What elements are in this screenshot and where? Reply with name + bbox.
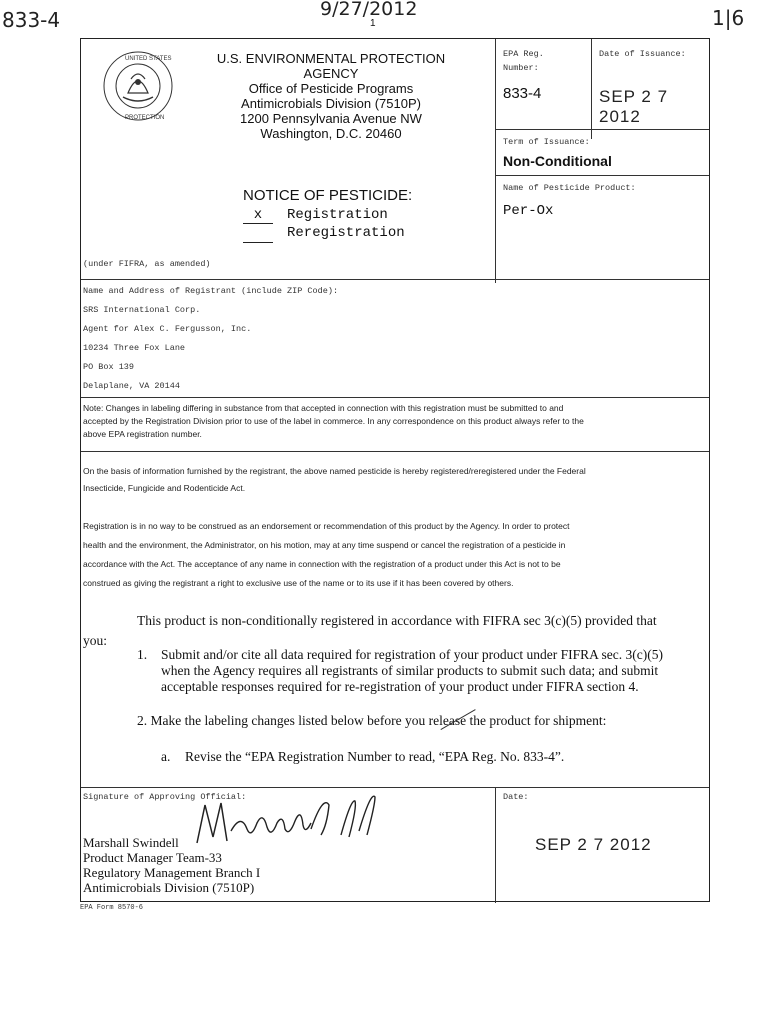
agency-line-6: Washington, D.C. 20460 [260, 126, 402, 141]
conditions-intro-cont: you: [83, 633, 108, 648]
registrant-line-4: PO Box 139 [83, 362, 135, 372]
term-divider [495, 129, 709, 130]
handwritten-reg-number: 833-4 [2, 8, 61, 32]
signature-top-rule [81, 787, 709, 788]
item-1-number: 1. [137, 647, 148, 662]
signature-date-label: Date: [503, 792, 529, 802]
basis-line-2: Insecticide, Fungicide and Rodenticide Act. [83, 483, 246, 493]
official-title-3: Antimicrobials Division (7510P) [83, 880, 255, 895]
signature-date-value: SEP 2 7 2012 [535, 835, 652, 854]
pesticide-notice-form [80, 38, 710, 902]
basis-paragraph [83, 463, 707, 497]
official-title-2: Regulatory Management Branch I [83, 865, 261, 880]
handwritten-page-fraction: 1|6 [712, 6, 745, 30]
basis-line-1: On the basis of information furnished by the registrant, the above named pesticide is hereby registered/reregistered under the Federal [83, 466, 586, 476]
product-divider [495, 175, 709, 176]
registrant-top-rule [81, 279, 709, 280]
conditions-intro: This product is non-conditionally registered in accordance with FIFRA sec 3(c)(5) provided that [137, 613, 657, 628]
note-block [83, 402, 707, 441]
epa-reg-value: 833-4 [503, 85, 542, 102]
endorse-line-3: accordance with the Act. The acceptance of any name in connection with the registration of a product under this Act is not to be [83, 559, 561, 569]
reg-date-divider [591, 39, 592, 139]
item-1-line-2: when the Agency requires all registrants of similar products to submit such data; and submit [161, 663, 659, 678]
item-2a-text: Revise the “EPA Registration Number to read, “EPA Reg. No. 833-4”. [185, 749, 565, 764]
handwritten-date: 9/27/2012 [320, 0, 418, 20]
epa-seal [101, 49, 175, 123]
signature-date-divider [495, 787, 496, 903]
note-top-rule [81, 397, 709, 398]
endorse-line-1: Registration is in no way to be construed as an endorsement or recommendation of this product by the Agency. In order to protect [83, 521, 570, 531]
official-title-1: Product Manager Team-33 [83, 850, 222, 865]
registrant-address [83, 301, 251, 396]
agency-header [191, 51, 471, 141]
registrant-line-3: 10234 Three Fox Lane [83, 343, 186, 353]
registrant-line-2: Agent for Alex C. Fergusson, Inc. [83, 324, 252, 334]
endorse-line-4: construed as giving the registrant a right to exclusive use of the name or to its use if it has been covered by others. [83, 578, 514, 588]
page-number: 1 [370, 18, 376, 29]
notice-title: NOTICE OF PESTICIDE: [243, 187, 413, 204]
term-value: Non-Conditional [503, 153, 612, 169]
item-2-text: 2. Make the labeling changes listed below before you release the product for shipment: [137, 713, 607, 728]
agency-line-2: AGENCY [303, 66, 359, 81]
form-number: EPA Form 8570-6 [80, 904, 144, 912]
registration-label: Registration [287, 207, 388, 223]
note-line-3: above EPA registration number. [83, 429, 202, 439]
note-line-1: Note: Changes in labeling differing in substance from that accepted in connection with this registration must be submitted to and [83, 403, 564, 413]
registrant-label: Name and Address of Registrant (include ZIP Code): [83, 286, 339, 296]
date-issuance-label: Date of Issuance: [599, 49, 686, 59]
endorsement-paragraph [83, 517, 707, 593]
date-issuance-value: SEP 2 7 2012 [599, 87, 669, 126]
note-line-2: accepted by the Registration Division prior to use of the label in commerce. In any correspondence on this product always refer to the [83, 416, 584, 426]
item-1-text [161, 647, 663, 695]
item-2a-letter: a. [161, 749, 171, 764]
signature-label: Signature of Approving Official: [83, 792, 247, 802]
registrant-line-5: Delaplane, VA 20144 [83, 381, 180, 391]
official-details [83, 835, 260, 895]
endorse-line-2: health and the environment, the Administrator, on his motion, may at any time suspend or cancel the registration of a pesticide in [83, 540, 566, 550]
registrant-line-1: SRS International Corp. [83, 305, 201, 315]
body-top-rule [81, 451, 709, 452]
product-value: Per-Ox [503, 203, 554, 219]
agency-line-3: Office of Pesticide Programs [248, 81, 414, 96]
product-label: Name of Pesticide Product: [503, 183, 636, 193]
official-name: Marshall Swindell [83, 835, 179, 850]
item-1-line-1: Submit and/or cite all data required for registration of your product under FIFRA sec. 3(c)(5) [161, 647, 663, 662]
reregistration-checkbox [243, 241, 273, 243]
epa-reg-label: EPA Reg. Number: [503, 49, 544, 73]
item-1-line-3: acceptable responses required for re-registration of your product under FIFRA section 4. [161, 679, 639, 694]
reregistration-label: Reregistration [287, 225, 405, 241]
agency-line-1: U.S. ENVIRONMENTAL PROTECTION [216, 51, 446, 66]
under-fifra: (under FIFRA, as amended) [83, 259, 211, 269]
agency-line-5: 1200 Pennsylvania Avenue NW [240, 111, 422, 126]
registration-checkbox: x [243, 207, 273, 224]
term-label: Term of Issuance: [503, 137, 590, 147]
seal-text-bottom: PROTECTION [125, 115, 165, 121]
top-divider [495, 39, 496, 283]
seal-text-top: UNITED STATES [125, 56, 172, 62]
agency-line-4: Antimicrobials Division (7510P) [241, 96, 421, 111]
